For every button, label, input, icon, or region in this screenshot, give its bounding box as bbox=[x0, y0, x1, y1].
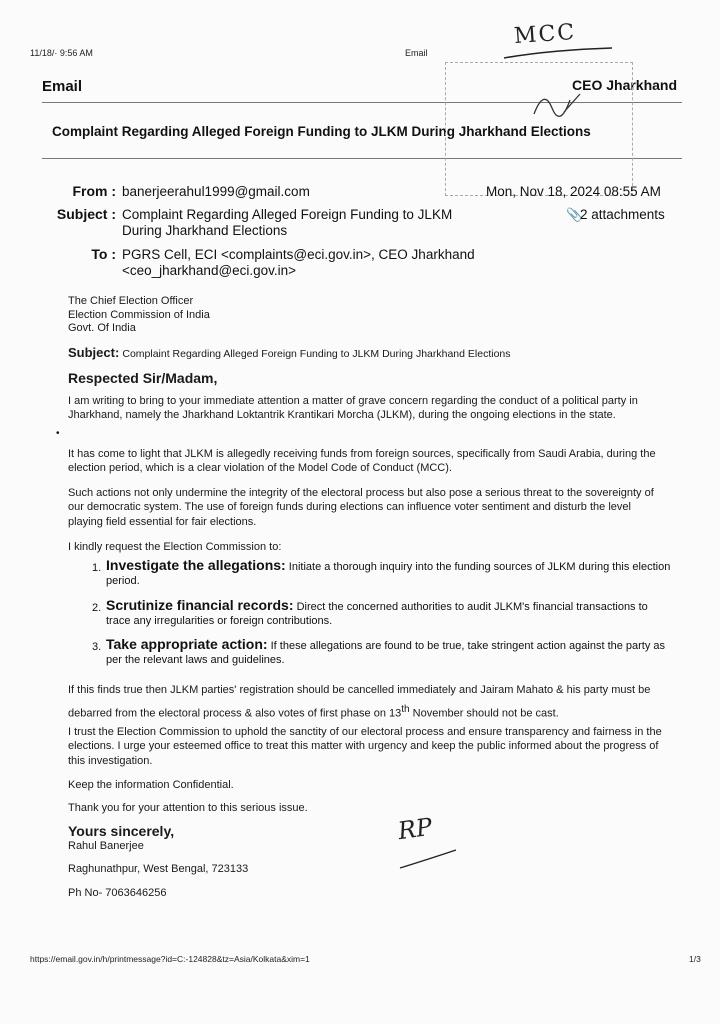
email-date: Mon, Nov 18, 2024 08:55 AM bbox=[486, 184, 661, 199]
address-line: Election Commission of India bbox=[68, 308, 210, 321]
request-item bbox=[92, 558, 672, 589]
para5-sup: th bbox=[401, 704, 410, 715]
paragraph: I am writing to bring to your immediate attention a matter of grave concern regarding the conduct of a political party in Jharkhand, namely the Jharkhand Loktantrik Krantikari Morcha (JLKM), during the ongoing elections in the state. bbox=[68, 395, 638, 422]
print-header-center: Email bbox=[405, 48, 428, 58]
letter-address bbox=[68, 295, 668, 336]
closing: Yours sincerely, bbox=[68, 823, 175, 839]
request-item bbox=[92, 598, 672, 629]
paragraph: Keep the information Confidential. bbox=[68, 779, 234, 791]
item-number: 2. bbox=[92, 602, 102, 614]
margin-mark: • bbox=[56, 428, 60, 439]
letter-subject-text: Complaint Regarding Alleged Foreign Funding to JLKM During Jharkhand Elections bbox=[122, 348, 511, 360]
letter-subject-label: Subject: bbox=[68, 345, 120, 360]
item-number: 1. bbox=[92, 562, 102, 574]
subject-label: Subject : bbox=[56, 206, 116, 222]
signature-stroke bbox=[396, 846, 466, 876]
email-subject-heading: Complaint Regarding Alleged Foreign Funding to JLKM During Jharkhand Elections bbox=[52, 124, 591, 139]
subject-value-line1: Complaint Regarding Alleged Foreign Funding to JLKM bbox=[122, 207, 453, 222]
subject-value-line2: During Jharkhand Elections bbox=[122, 223, 288, 238]
footer-url: https://email.gov.in/h/printmessage?id=C:-124828&tz=Asia/Kolkata&xim=1 bbox=[30, 954, 310, 964]
address-line: The Chief Election Officer bbox=[68, 295, 194, 307]
sender-address: Raghunathpur, West Bengal, 723133 bbox=[68, 863, 249, 875]
office-stamp bbox=[445, 62, 633, 196]
attachments-count[interactable]: 2 attachments bbox=[580, 207, 665, 222]
address-line: Govt. Of India bbox=[68, 322, 136, 334]
item-text: Initiate a thorough inquiry into the funding sources of JLKM during this election period. bbox=[106, 561, 671, 588]
item-lead: Investigate the allegations: bbox=[106, 557, 286, 573]
greeting: Respected Sir/Madam, bbox=[68, 370, 218, 386]
to-value-line2: <ceo_jharkhand@eci.gov.in> bbox=[122, 263, 297, 278]
from-value: banerjeerahul1999@gmail.com bbox=[122, 184, 310, 199]
paragraph: Such actions not only undermine the integrity of the electoral process but also pose a serious threat to the sovereignty of our democratic system. The use of foreign funds during elections can influence voter sentiment and disturb the level playing field essential for fair elections. bbox=[68, 487, 654, 528]
from-label: From : bbox=[72, 183, 116, 199]
item-lead: Take appropriate action: bbox=[106, 636, 268, 652]
item-text: If these allegations are found to be true, take stringent action against the party as per the relevant laws and guidelines. bbox=[106, 640, 666, 667]
para5-text: If this finds true then JLKM parties' registration should be cancelled immediately and Jairam Mahato & his party must be debarred from the electoral process & also votes of first phase on 13 bbox=[68, 684, 651, 720]
paragraph bbox=[68, 680, 668, 724]
paragraph: Thank you for your attention to this serious issue. bbox=[68, 802, 308, 814]
sender-phone: Ph No- 7063646256 bbox=[68, 887, 167, 899]
item-text: Direct the concerned authorities to audit JLKM's financial transactions to trace any irregularities or foreign contributions. bbox=[106, 601, 648, 628]
paragraph: It has come to light that JLKM is allegedly receiving funds from foreign sources, specifically from Saudi Arabia, during the election period, which is a clear violation of the Model Code of Conduct (MCC). bbox=[68, 448, 656, 475]
footer-page-number: 1/3 bbox=[689, 954, 701, 964]
header-email-title: Email bbox=[42, 78, 83, 95]
handwritten-underline bbox=[500, 44, 620, 64]
item-lead: Scrutinize financial records: bbox=[106, 597, 294, 613]
letter-subject bbox=[68, 346, 668, 361]
request-item bbox=[92, 637, 672, 668]
item-number: 3. bbox=[92, 641, 102, 653]
header-org-title: CEO Jharkhand bbox=[572, 77, 678, 93]
paragraph: I trust the Election Commission to uphold the sanctity of our electoral process and ensure transparency and fairness in the elections. I urge your esteemed office to treat this matter with urgency and keep the public informed about the progress of this investigation. bbox=[68, 726, 662, 767]
para5-text-end: November should not be cast. bbox=[409, 707, 559, 720]
print-datetime: 11/18/· 9:56 AM bbox=[30, 48, 93, 58]
handwritten-initials: RP bbox=[396, 812, 435, 846]
handwritten-mcc: MCC bbox=[513, 19, 577, 50]
to-label: To : bbox=[91, 246, 116, 262]
paperclip-icon[interactable]: 📎 bbox=[566, 207, 583, 222]
to-value-line1: PGRS Cell, ECI <complaints@eci.gov.in>, CEO Jharkhand bbox=[122, 247, 475, 262]
sender-name: Rahul Banerjee bbox=[68, 840, 144, 852]
handwritten-scribble bbox=[530, 84, 590, 124]
paragraph: I kindly request the Election Commission to: bbox=[68, 541, 282, 553]
